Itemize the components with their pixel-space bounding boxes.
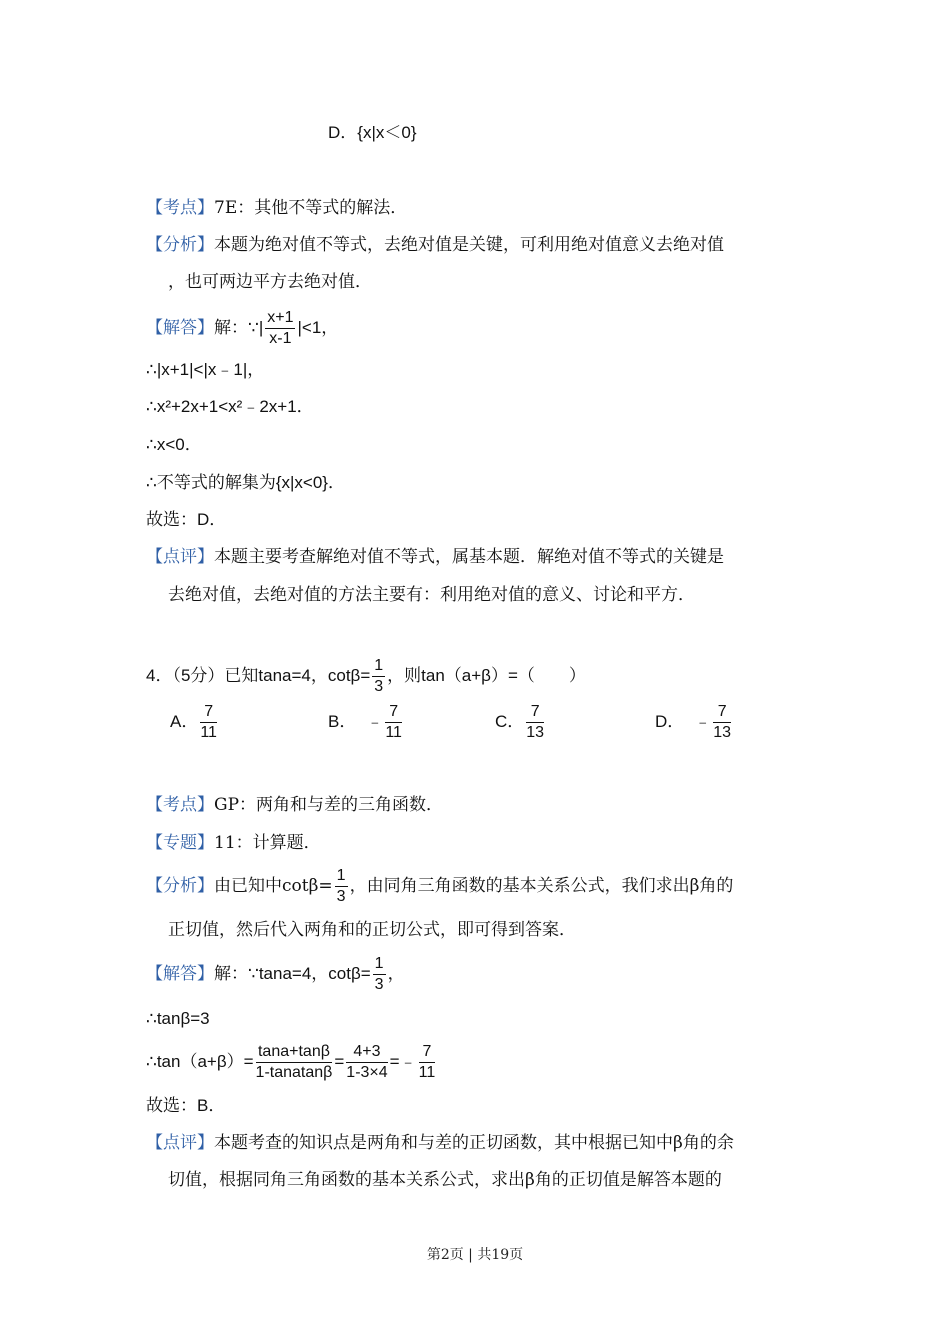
- fraction-denominator: 13: [526, 724, 545, 741]
- fraction-numerator: 1: [335, 868, 348, 887]
- q3-step3: ∴x<0．: [146, 435, 202, 454]
- substituted-fraction: [346, 1044, 387, 1081]
- option-fraction: [526, 704, 544, 741]
- dianping-text: 本题考查的知识点是两角和与差的正切函数，其中根据已知中β角的余: [214, 1133, 734, 1153]
- fraction-numerator: 7: [385, 704, 402, 723]
- fraction-denominator: 11: [200, 724, 217, 741]
- q4-option-a: [170, 704, 219, 741]
- kaodian-text: 7E：其他不等式的解法．: [214, 198, 408, 218]
- q3-step1: ∴|x+1|<|x﹣1|，: [146, 360, 265, 379]
- kaodian-tag: 【考点】: [146, 198, 214, 218]
- zhuanti-text: 11：计算题．: [214, 833, 321, 853]
- fraction-numerator: 7: [713, 704, 731, 723]
- q3-step4: ∴不等式的解集为{x|x<0}．: [146, 473, 345, 492]
- fraction-numerator: 1: [372, 658, 385, 677]
- fraction-denominator: 3: [336, 888, 346, 905]
- option-label: B．: [328, 711, 357, 731]
- q3-answer: 故选：D．: [146, 510, 227, 529]
- fenxi-text: 本题为绝对值不等式，去绝对值是关键，可利用绝对值意义去绝对值: [214, 235, 724, 255]
- fenxi-tag: 【分析】: [146, 876, 214, 896]
- q4-option-c: [495, 704, 546, 741]
- q3-fenxi-line2: ，也可两边平方去绝对值．: [168, 272, 372, 292]
- q3-jieda: [146, 310, 338, 347]
- option-label: C．: [495, 711, 525, 731]
- q4-jieda: [146, 956, 405, 993]
- q4-stem: [146, 658, 586, 695]
- q4-zhuanti: [146, 831, 321, 855]
- fraction-denominator: 11: [418, 1064, 436, 1081]
- fraction-numerator: 4+3: [346, 1044, 387, 1063]
- fraction-denominator: 13: [713, 724, 732, 741]
- equals-minus-sign: =﹣: [389, 1051, 417, 1071]
- jieda-tag: 【解答】: [146, 318, 214, 338]
- q3-dianping-line2: 去绝对值，去绝对值的方法主要有：利用绝对值的意义、讨论和平方．: [168, 585, 695, 605]
- q4-stem-suffix: ，则tan（a+β）=（ ）: [387, 665, 586, 685]
- fraction-numerator: 1: [373, 956, 386, 975]
- q3-step2: ∴x²+2x+1<x²﹣2x+1．: [146, 397, 314, 416]
- zhuanti-tag: 【专题】: [146, 833, 214, 853]
- q4-fenxi: [146, 868, 733, 905]
- q4-step2: [146, 1044, 437, 1081]
- option-label: D．: [655, 711, 685, 731]
- q4-stem-prefix: 4．（5分）已知tana=4，cotβ=: [146, 665, 371, 685]
- option-sign: ﹣: [694, 711, 712, 731]
- step2-prefix: ∴tan（a+β）=: [146, 1051, 254, 1071]
- fraction-numerator: x+1: [265, 310, 295, 329]
- dianping-text: 本题主要考查解绝对值不等式，属基本题．解绝对值不等式的关键是: [214, 547, 724, 567]
- jieda-suffix: ，: [387, 964, 405, 983]
- result-fraction: [419, 1044, 436, 1081]
- option-sign: ﹣: [366, 711, 384, 731]
- fraction-denominator: 3: [374, 678, 384, 695]
- option-fraction: [713, 704, 731, 741]
- dianping-tag: 【点评】: [146, 1133, 214, 1153]
- fraction-numerator: 7: [526, 704, 544, 723]
- q4-dianping: [146, 1131, 734, 1155]
- q4-step1: ∴tanβ=3: [146, 1009, 210, 1028]
- q3-option-d: D．{x|x＜0}: [328, 123, 417, 142]
- q4-option-d: [655, 704, 733, 741]
- jieda-prefix: 解：∵tana=4，cotβ=: [214, 964, 371, 983]
- dianping-tag: 【点评】: [146, 547, 214, 567]
- equals-sign: =: [334, 1051, 345, 1071]
- q4-fenxi-line2: 正切值，然后代入两角和的正切公式，即可得到答案．: [168, 920, 576, 940]
- fraction-denominator: 1-3×4: [346, 1064, 388, 1081]
- kaodian-tag: 【考点】: [146, 795, 214, 815]
- tan-sum-fraction: [256, 1044, 333, 1081]
- q4-option-b: [328, 704, 404, 741]
- q4-answer: 故选：B．: [146, 1096, 226, 1115]
- fraction-denominator: 3: [374, 976, 384, 993]
- page-footer: 第2页 | 共19页: [426, 1247, 524, 1263]
- abs-fraction: [265, 310, 295, 347]
- fenxi-prefix: 由已知中cotβ=: [214, 876, 333, 896]
- fraction-denominator: x-1: [269, 330, 292, 347]
- fenxi-suffix: ，由同角三角函数的基本关系公式，我们求出β角的: [349, 876, 734, 896]
- q4-kaodian: [146, 793, 443, 817]
- q3-dianping: [146, 545, 724, 569]
- stem-fraction: [372, 658, 385, 695]
- fraction-numerator: 7: [200, 704, 217, 723]
- fraction-denominator: 11: [385, 724, 402, 741]
- jieda-tag: 【解答】: [146, 964, 214, 984]
- fenxi-tag: 【分析】: [146, 235, 214, 255]
- fraction-numerator: 7: [419, 1044, 436, 1063]
- q4-dianping-line2: 切值，根据同角三角函数的基本关系公式，求出β角的正切值是解答本题的: [168, 1170, 722, 1190]
- option-label: A．: [170, 711, 199, 731]
- option-fraction: [385, 704, 402, 741]
- kaodian-text: GP：两角和与差的三角函数．: [214, 795, 444, 815]
- fraction-numerator: tana+tanβ: [256, 1044, 333, 1063]
- q3-kaodian: [146, 196, 407, 220]
- option-fraction: [200, 704, 217, 741]
- jieda-prefix: 解：∵|: [214, 318, 264, 337]
- fenxi-fraction: [335, 868, 348, 905]
- fraction-denominator: 1-tanatanβ: [255, 1064, 333, 1081]
- q3-fenxi: [146, 233, 724, 257]
- jieda-suffix: |<1，: [297, 318, 339, 337]
- jieda-fraction: [373, 956, 386, 993]
